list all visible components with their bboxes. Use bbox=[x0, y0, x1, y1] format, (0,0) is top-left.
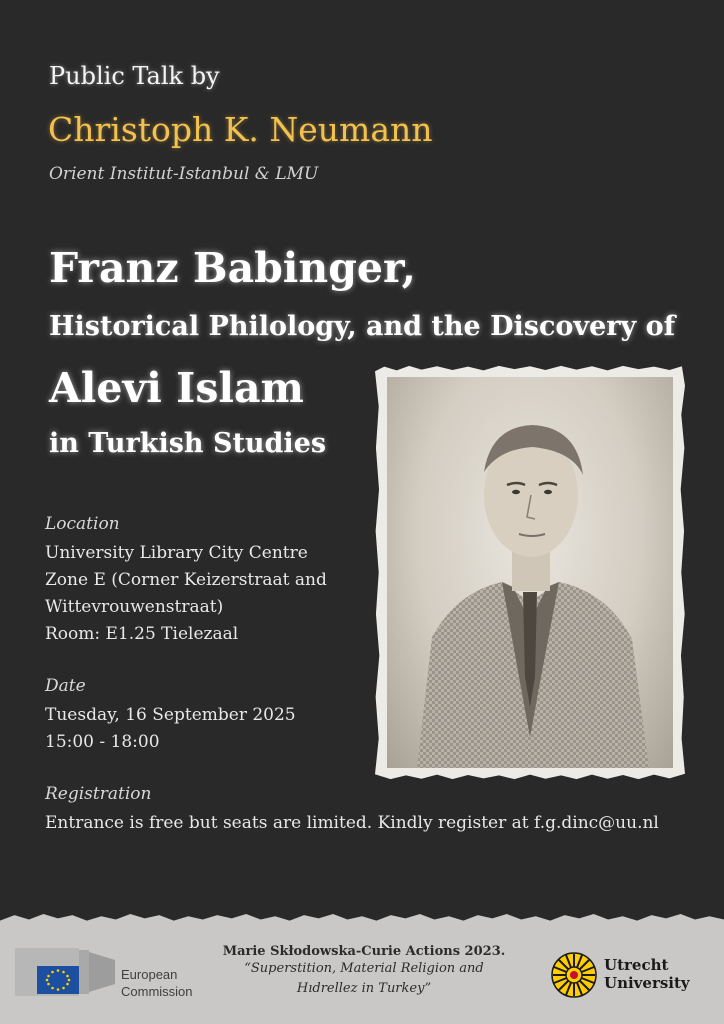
msca-block bbox=[220, 944, 508, 999]
msca-line-2: Hıdrellez in Turkey” bbox=[296, 981, 432, 996]
speaker-name: Christoph K. Neumann bbox=[48, 110, 433, 149]
european-commission-text bbox=[121, 966, 193, 1000]
portrait-image bbox=[387, 377, 673, 768]
location-label: Location bbox=[45, 514, 120, 534]
utrecht-university-seal bbox=[550, 951, 598, 1003]
location-line-2: Zone E (Corner Keizerstraat and bbox=[45, 570, 327, 590]
uu-line-2: University bbox=[604, 974, 690, 992]
title-line-3: Alevi Islam bbox=[49, 364, 304, 412]
registration-text: Entrance is free but seats are limited. Kindly register at f.g.dinc@uu.nl bbox=[45, 813, 659, 833]
msca-heading: Marie Skłodowska-Curie Actions 2023. bbox=[222, 944, 506, 959]
msca-line-1: “Superstition, Material Religion and bbox=[244, 961, 484, 976]
european-commission-logo bbox=[15, 948, 117, 1002]
utrecht-university-text bbox=[604, 956, 690, 992]
speaker-affiliation: Orient Institut-Istanbul & LMU bbox=[49, 164, 319, 184]
date-time: 15:00 - 18:00 bbox=[45, 732, 160, 752]
intro-text: Public Talk by bbox=[49, 62, 220, 90]
eu-line-1: European bbox=[121, 967, 178, 982]
portrait-photo bbox=[375, 365, 685, 780]
location-line-3: Wittevrouwenstraat) bbox=[45, 597, 224, 617]
registration-label: Registration bbox=[45, 784, 152, 804]
title-line-4: in Turkish Studies bbox=[49, 428, 327, 459]
title-line-2: Historical Philology, and the Discovery of bbox=[49, 311, 676, 342]
date-day: Tuesday, 16 September 2025 bbox=[45, 705, 296, 725]
location-room: Room: E1.25 Tielezaal bbox=[45, 624, 239, 644]
uu-line-1: Utrecht bbox=[604, 956, 669, 974]
location-line-1: University Library City Centre bbox=[45, 543, 308, 563]
eu-line-2: Commission bbox=[121, 984, 193, 999]
title-line-1: Franz Babinger, bbox=[49, 244, 416, 292]
date-label: Date bbox=[45, 676, 86, 696]
